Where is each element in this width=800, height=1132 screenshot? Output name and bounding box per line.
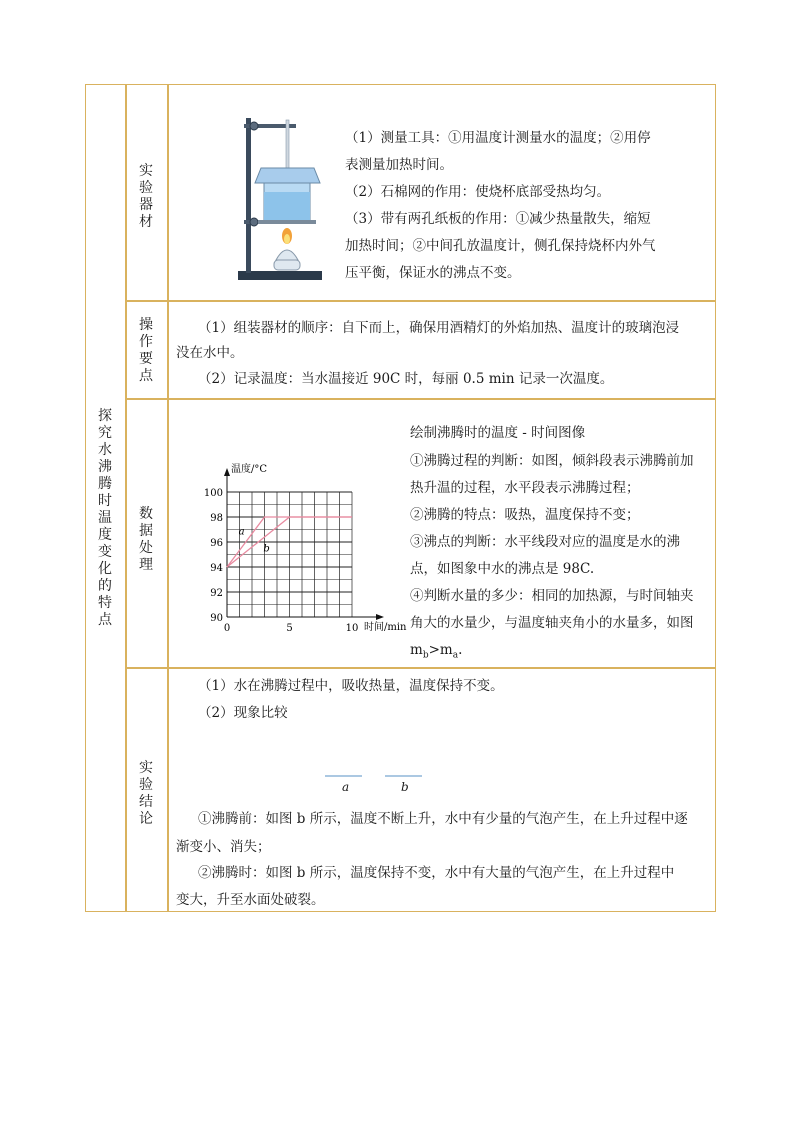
row-divider-2 <box>125 398 716 400</box>
x-axis-label: 时间/min <box>364 622 407 633</box>
equipment-line-2: 表测量加热时间。 <box>345 157 453 173</box>
conclusion-line-4: 渐变小、消失； <box>176 839 271 855</box>
section-label-data: 数据处理 <box>139 506 153 573</box>
y-tick-label: 100 <box>203 488 223 499</box>
series-label-b: b <box>263 543 270 555</box>
mass-b-subscript: b <box>422 650 429 661</box>
y-tick-label: 94 <box>210 563 223 574</box>
y-tick-label: 96 <box>210 538 223 549</box>
topic-label: 探究水沸腾时温度变化的特点 <box>98 408 112 628</box>
y-tick-label: 98 <box>210 513 223 524</box>
figure-label-b: b <box>401 780 409 794</box>
y-axis-arrow <box>224 468 230 476</box>
data-line-7: ④判断水量的多少：相同的加热源，与时间轴夹 <box>410 588 694 604</box>
data-line-1: 绘制沸腾时的温度 - 时间图像 <box>410 425 586 441</box>
x-axis-arrow <box>376 614 384 620</box>
column-divider-1 <box>125 84 127 912</box>
series-label-a: a <box>238 526 245 538</box>
operation-line-1: （1）组装器材的顺序：自下而上，确保用酒精灯的外焰加热、温度计的玻璃泡浸 <box>198 320 680 336</box>
mass-compare-end: . <box>458 642 463 658</box>
conclusion-line-5: ②沸腾时：如图 b 所示，温度保持不变，水中有大量的气泡产生，在上升过程中 <box>198 865 675 881</box>
mass-a-subscript: a <box>452 650 459 661</box>
y-axis-label: 温度/°C <box>231 464 268 475</box>
equipment-line-4: （3）带有两孔纸板的作用：①减少热量散失，缩短 <box>345 211 651 227</box>
figure-label-a: a <box>342 780 350 794</box>
operation-line-3: （2）记录温度：当水温接近 90C 时，每丽 0.5 min 记录一次温度。 <box>198 371 614 387</box>
section-label-operation: 操作要点 <box>139 317 153 384</box>
x-tick-label: 10 <box>345 623 359 634</box>
equipment-line-3: （2）石棉网的作用：使烧杯底部受热均匀。 <box>345 184 611 200</box>
bubble-figures <box>320 770 430 800</box>
x-tick-label: 5 <box>286 623 293 634</box>
conclusion-line-3: ①沸腾前：如图 b 所示，温度不断上升，水中有少量的气泡产生，在上升过程中逐 <box>198 811 688 827</box>
equipment-line-5: 加热时间；②中间孔放温度计，侧孔保持烧杯内外气 <box>345 238 656 254</box>
conclusion-line-2: （2）现象比较 <box>198 705 288 721</box>
y-tick-label: 92 <box>210 588 223 599</box>
conclusion-line-1: （1）水在沸腾过程中，吸收热量，温度保持不变。 <box>198 678 504 694</box>
operation-line-2: 没在水中。 <box>176 345 244 361</box>
mass-a-symbol: m <box>439 642 453 658</box>
mass-compare-operator: > <box>428 642 440 658</box>
y-tick-label: 90 <box>210 613 223 624</box>
mass-compare <box>410 637 462 670</box>
conclusion-line-6: 变大，升至水面处破裂。 <box>176 892 325 908</box>
equipment-line-1: （1）测量工具：①用温度计测量水的温度；②用停 <box>345 130 651 146</box>
column-divider-2 <box>167 84 169 912</box>
data-line-2: ①沸腾过程的判断：如图，倾斜段表示沸腾前加 <box>410 453 694 469</box>
data-line-8: 角大的水量少，与温度轴夹角小的水量多，如图 <box>410 615 694 631</box>
equipment-line-6: 压平衡，保证水的沸点不变。 <box>345 265 521 281</box>
data-line-5: ③沸点的判断：水平线段对应的温度是水的沸 <box>410 534 680 550</box>
row-divider-1 <box>125 300 716 302</box>
data-line-3: 热升温的过程，水平段表示沸腾过程； <box>410 480 640 496</box>
temperature-time-chart <box>195 462 425 642</box>
mass-b-symbol: m <box>410 642 423 658</box>
x-tick-label: 0 <box>223 623 231 634</box>
data-line-4: ②沸腾的特点：吸热，温度保持不变； <box>410 507 640 523</box>
data-line-6: 点，如图象中水的沸点是 98C. <box>410 561 595 577</box>
section-label-equipment: 实验器材 <box>139 163 153 230</box>
boiling-apparatus-illustration <box>236 108 326 283</box>
section-label-conclusion: 实验结论 <box>139 760 153 827</box>
